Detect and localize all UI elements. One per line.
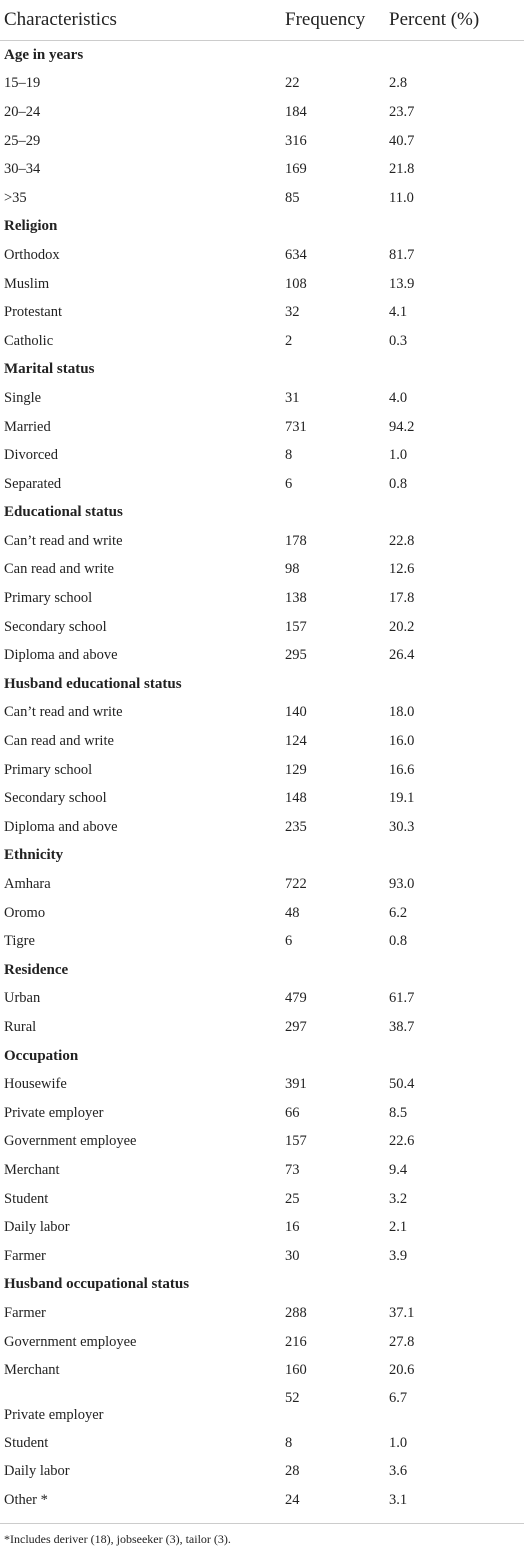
table-row [0, 270, 524, 299]
row-frequency: 391 [285, 1076, 307, 1093]
row-label: Orthodox [4, 246, 60, 263]
table-row [0, 1486, 524, 1515]
row-percent: 3.6 [389, 1463, 408, 1480]
group-title: Husband occupational status [4, 1276, 190, 1293]
row-label: Can’t read and write [4, 704, 123, 721]
table-row [0, 699, 524, 728]
row-label: Secondary school [4, 790, 107, 807]
row-frequency: 722 [285, 876, 307, 893]
row-label: Separated [4, 475, 62, 492]
row-label: Can’t read and write [4, 532, 123, 549]
row-percent: 20.6 [389, 1362, 415, 1379]
row-frequency: 31 [285, 389, 300, 406]
row-percent: 23.7 [389, 103, 415, 120]
row-label: Catholic [4, 332, 54, 349]
row-frequency: 634 [285, 246, 307, 263]
header-row [0, 0, 524, 41]
row-percent: 4.1 [389, 304, 408, 321]
row-label: Housewife [4, 1076, 67, 1093]
table-header [0, 0, 524, 41]
group-header-row [0, 41, 524, 70]
row-percent: 2.1 [389, 1219, 408, 1236]
row-percent: 0.8 [389, 475, 408, 492]
row-frequency: 73 [285, 1161, 300, 1178]
row-percent: 37.1 [389, 1304, 415, 1321]
row-frequency: 479 [285, 990, 307, 1007]
row-label: Merchant [4, 1362, 60, 1379]
row-percent: 1.0 [389, 1434, 408, 1451]
row-frequency: 148 [285, 790, 307, 807]
table-row [0, 1356, 524, 1385]
row-frequency: 297 [285, 1018, 307, 1035]
row-percent: 12.6 [389, 561, 415, 578]
row-frequency: 24 [285, 1491, 300, 1508]
row-percent: 8.5 [389, 1104, 408, 1121]
table-row [0, 1070, 524, 1099]
group-title: Occupation [4, 1047, 79, 1064]
group-title: Religion [4, 218, 58, 235]
row-label: Muslim [4, 275, 50, 292]
row-percent: 22.8 [389, 532, 415, 549]
row-label: Primary school [4, 761, 93, 778]
row-label: Private employer [4, 1406, 104, 1423]
group-header-row [0, 1271, 524, 1300]
table-row [0, 327, 524, 356]
group-header-row [0, 1042, 524, 1071]
header-frequency: Frequency [285, 0, 389, 41]
row-percent: 19.1 [389, 790, 415, 807]
row-label: 20–24 [4, 103, 41, 120]
row-label: Primary school [4, 590, 93, 607]
row-frequency: 85 [285, 189, 300, 206]
header-characteristics: Characteristics [0, 0, 285, 41]
row-label: Rural [4, 1018, 37, 1035]
group-title: Age in years [4, 46, 84, 63]
row-percent: 22.6 [389, 1133, 415, 1150]
group-header-row [0, 356, 524, 385]
row-label: 25–29 [4, 132, 41, 149]
group-header-row [0, 499, 524, 528]
table-row [0, 1407, 524, 1429]
row-frequency: 98 [285, 561, 300, 578]
row-label: Can read and write [4, 733, 114, 750]
table-row [0, 298, 524, 327]
table-row [0, 241, 524, 270]
row-label: Single [4, 389, 42, 406]
row-percent: 4.0 [389, 389, 408, 406]
row-percent [389, 1407, 524, 1429]
row-label [0, 1385, 285, 1407]
group-header-row [0, 670, 524, 699]
row-percent: 3.9 [389, 1247, 408, 1264]
table-body [0, 41, 524, 1515]
row-percent: 0.8 [389, 933, 408, 950]
table-row [0, 527, 524, 556]
row-frequency: 160 [285, 1362, 307, 1379]
table-row [0, 155, 524, 184]
table-row [0, 1328, 524, 1357]
row-frequency: 129 [285, 761, 307, 778]
row-frequency: 48 [285, 904, 300, 921]
row-percent: 13.9 [389, 275, 415, 292]
row-percent: 1.0 [389, 447, 408, 464]
table-row [0, 899, 524, 928]
row-frequency: 108 [285, 275, 307, 292]
row-percent: 40.7 [389, 132, 415, 149]
row-percent: 18.0 [389, 704, 415, 721]
row-percent: 11.0 [389, 189, 414, 206]
row-frequency: 288 [285, 1304, 307, 1321]
group-header-row [0, 213, 524, 242]
row-label: Diploma and above [4, 647, 118, 664]
row-percent: 9.4 [389, 1161, 408, 1178]
row-label: Divorced [4, 447, 58, 464]
row-label: Amhara [4, 876, 51, 893]
row-frequency: 124 [285, 733, 307, 750]
row-frequency: 32 [285, 304, 300, 321]
row-label: Student [4, 1190, 49, 1207]
row-percent: 38.7 [389, 1018, 415, 1035]
row-label: Diploma and above [4, 818, 118, 835]
table-row [0, 1128, 524, 1157]
group-header-row [0, 956, 524, 985]
row-frequency: 138 [285, 590, 307, 607]
table-row [0, 927, 524, 956]
table-row [0, 985, 524, 1014]
table-row [0, 1099, 524, 1128]
table-row [0, 784, 524, 813]
table-row [0, 1013, 524, 1042]
table-row [0, 441, 524, 470]
table-row [0, 1299, 524, 1328]
row-frequency: 731 [285, 418, 307, 435]
row-percent: 26.4 [389, 647, 415, 664]
row-percent: 27.8 [389, 1333, 415, 1350]
row-percent: 94.2 [389, 418, 415, 435]
row-label: Can read and write [4, 561, 114, 578]
row-frequency: 235 [285, 818, 307, 835]
table-row [0, 1156, 524, 1185]
row-frequency: 2 [285, 332, 293, 349]
row-percent: 0.3 [389, 332, 408, 349]
row-frequency: 169 [285, 161, 307, 178]
row-label: Urban [4, 990, 41, 1007]
table-row [0, 470, 524, 499]
row-frequency: 30 [285, 1247, 300, 1264]
row-percent: 2.8 [389, 75, 408, 92]
row-percent: 21.8 [389, 161, 415, 178]
row-frequency: 52 [285, 1389, 300, 1406]
row-frequency: 28 [285, 1463, 300, 1480]
row-label: Student [4, 1434, 49, 1451]
row-label: Farmer [4, 1304, 46, 1321]
row-percent: 81.7 [389, 246, 415, 263]
row-percent: 6.2 [389, 904, 408, 921]
row-label: Oromo [4, 904, 46, 921]
row-percent: 3.2 [389, 1190, 408, 1207]
row-frequency: 140 [285, 704, 307, 721]
row-frequency: 157 [285, 1133, 307, 1150]
table-row [0, 1385, 524, 1407]
row-label: Married [4, 418, 51, 435]
group-title: Husband educational status [4, 675, 182, 692]
table-row [0, 870, 524, 899]
table-row [0, 556, 524, 585]
row-percent: 50.4 [389, 1076, 415, 1093]
group-title: Residence [4, 961, 69, 978]
row-label: Tigre [4, 933, 35, 950]
table-row [0, 413, 524, 442]
row-frequency: 157 [285, 618, 307, 635]
table-row [0, 1213, 524, 1242]
row-percent: 6.7 [389, 1389, 408, 1406]
row-percent: 93.0 [389, 876, 415, 893]
table-row [0, 70, 524, 99]
row-percent: 61.7 [389, 990, 415, 1007]
row-frequency: 178 [285, 532, 307, 549]
table-row [0, 98, 524, 127]
row-label: 15–19 [4, 75, 41, 92]
table-row [0, 813, 524, 842]
row-label: >35 [4, 189, 27, 206]
table-row [0, 1242, 524, 1271]
row-label: Farmer [4, 1247, 46, 1264]
header-percent: Percent (%) [389, 0, 524, 41]
row-percent: 16.0 [389, 733, 415, 750]
row-frequency [285, 1407, 389, 1429]
group-title: Ethnicity [4, 847, 64, 864]
row-label: 30–34 [4, 161, 41, 178]
table-row [0, 1458, 524, 1487]
row-percent: 17.8 [389, 590, 415, 607]
row-label: Daily labor [4, 1219, 70, 1236]
row-frequency: 184 [285, 103, 307, 120]
row-label: Daily labor [4, 1463, 70, 1480]
table-row [0, 613, 524, 642]
row-label: Merchant [4, 1161, 60, 1178]
row-frequency: 8 [285, 1434, 293, 1451]
table-row [0, 756, 524, 785]
row-frequency: 6 [285, 933, 293, 950]
row-frequency: 8 [285, 447, 293, 464]
row-frequency: 316 [285, 132, 307, 149]
row-frequency: 6 [285, 475, 293, 492]
row-percent: 3.1 [389, 1491, 408, 1508]
row-frequency: 216 [285, 1333, 307, 1350]
group-header-row [0, 842, 524, 871]
table-row [0, 584, 524, 613]
row-frequency: 25 [285, 1190, 300, 1207]
table-row [0, 727, 524, 756]
row-label: Protestant [4, 304, 62, 321]
row-frequency: 295 [285, 647, 307, 664]
row-label: Secondary school [4, 618, 107, 635]
table-row [0, 127, 524, 156]
row-label: Private employer [4, 1104, 104, 1121]
row-label: Government employee [4, 1133, 137, 1150]
table-row [0, 1429, 524, 1458]
table-row [0, 184, 524, 213]
row-percent: 30.3 [389, 818, 415, 835]
table-row [0, 641, 524, 670]
table-row [0, 384, 524, 413]
row-percent: 20.2 [389, 618, 415, 635]
row-frequency: 16 [285, 1219, 300, 1236]
group-title: Educational status [4, 504, 123, 521]
row-label: Government employee [4, 1333, 137, 1350]
row-label: Other * [4, 1491, 48, 1508]
group-title: Marital status [4, 361, 95, 378]
row-frequency: 22 [285, 75, 300, 92]
table-row [0, 1185, 524, 1214]
row-frequency: 66 [285, 1104, 300, 1121]
footnote: *Includes deriver (18), jobseeker (3), tailor (3). [4, 1531, 231, 1546]
row-percent: 16.6 [389, 761, 415, 778]
